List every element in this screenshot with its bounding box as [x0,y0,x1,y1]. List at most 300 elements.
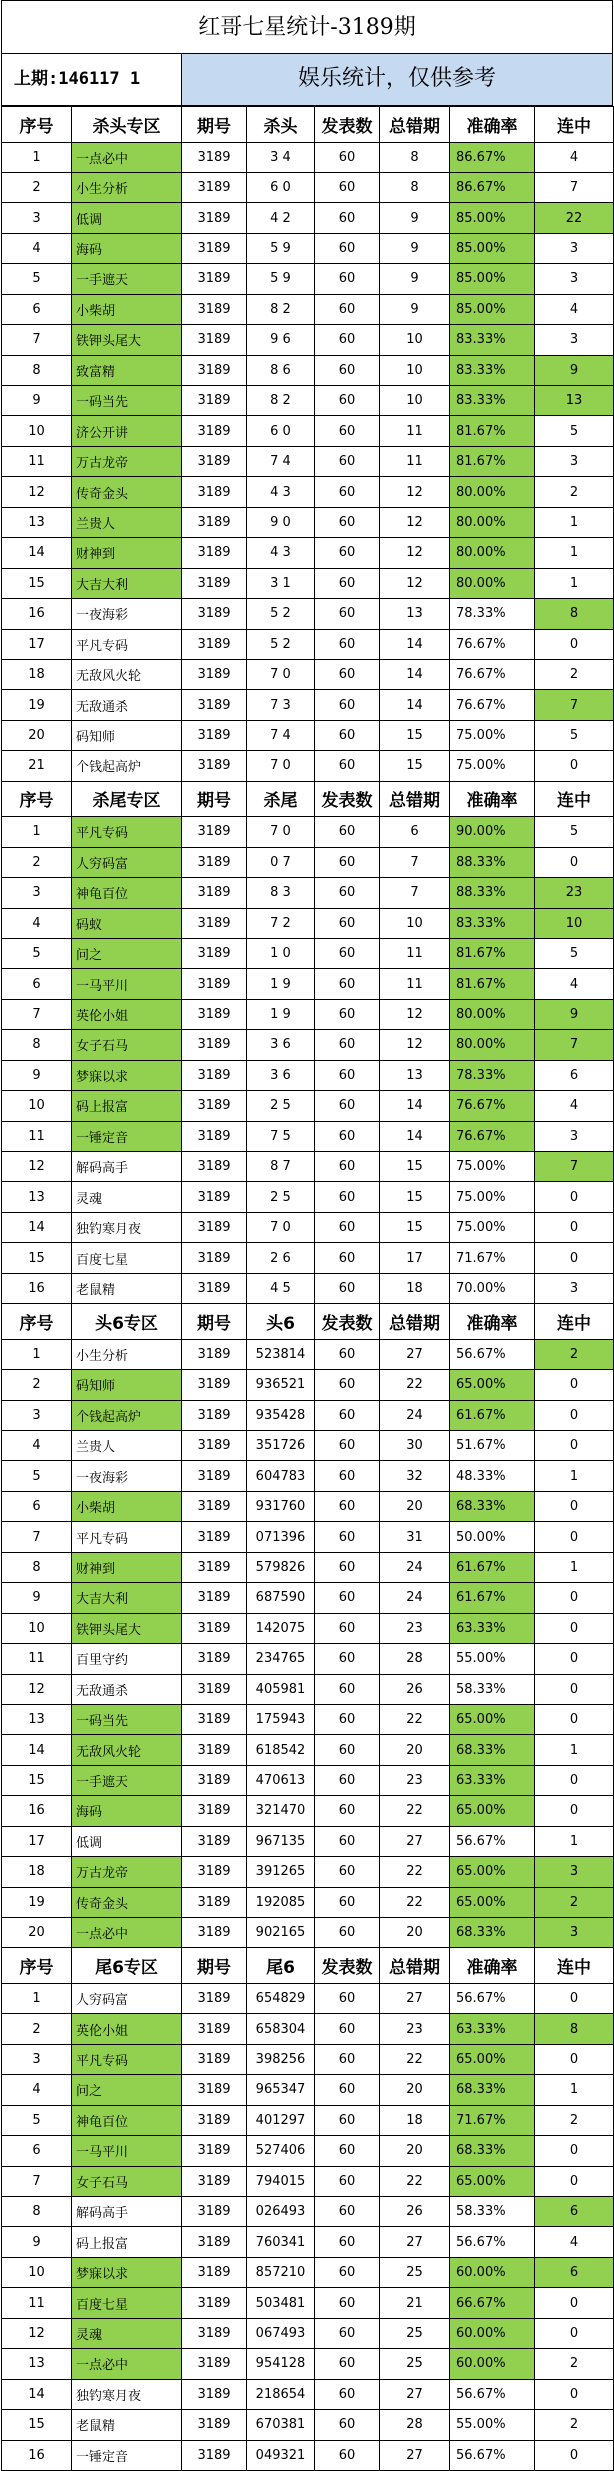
col-header-streak: 连中 [535,781,614,817]
table-row [2,999,614,1029]
error-count: 14 [380,1091,450,1121]
issue-number: 3189 [182,599,247,629]
win-streak: 2 [535,659,614,689]
win-streak: 0 [535,1212,614,1242]
error-count: 28 [380,2410,450,2440]
row-index: 14 [2,538,72,568]
predictor-name: 一点必中 [72,142,182,172]
issue-number: 3189 [182,1826,247,1856]
table-row [2,1182,614,1212]
error-count: 25 [380,2318,450,2348]
accuracy-rate: 76.67% [450,1091,535,1121]
published-count: 60 [315,1212,380,1242]
predicted-value: 7 3 [247,690,315,720]
error-count: 26 [380,2197,450,2227]
issue-number: 3189 [182,2257,247,2287]
issue-number: 3189 [182,1765,247,1795]
published-count: 60 [315,233,380,263]
error-count: 11 [380,416,450,446]
accuracy-rate: 81.67% [450,446,535,476]
published-count: 60 [315,1918,380,1948]
predictor-name: 一夜海彩 [72,1461,182,1491]
row-index: 15 [2,2410,72,2440]
published-count: 60 [315,1765,380,1795]
row-index: 15 [2,1765,72,1795]
page-title: 红哥七星统计-3189期 [1,0,613,54]
win-streak: 3 [535,1857,614,1887]
issue-number: 3189 [182,817,247,847]
predictor-name: 解码高手 [72,2197,182,2227]
published-count: 60 [315,2379,380,2409]
table-row [2,233,614,263]
predictor-name: 灵魂 [72,2318,182,2348]
issue-number: 3189 [182,1370,247,1400]
table-row [2,629,614,659]
issue-number: 3189 [182,2440,247,2470]
issue-number: 3189 [182,416,247,446]
predicted-value: 5 2 [247,629,315,659]
predictor-name: 一夜海彩 [72,599,182,629]
published-count: 60 [315,1273,380,1303]
table-row [2,659,614,689]
published-count: 60 [315,1613,380,1643]
predictor-name: 无敌通杀 [72,1674,182,1704]
predictor-name: 万古龙帝 [72,446,182,476]
predicted-value: 7 0 [247,817,315,847]
predicted-value: 670381 [247,2410,315,2440]
table-row [2,1461,614,1491]
error-count: 25 [380,2349,450,2379]
col-header-accuracy: 准确率 [450,1948,535,1984]
row-index: 14 [2,1735,72,1765]
error-count: 13 [380,599,450,629]
predicted-value: 4 3 [247,477,315,507]
published-count: 60 [315,1522,380,1552]
predictor-name: 海码 [72,1796,182,1826]
row-index: 10 [2,1091,72,1121]
win-streak: 0 [535,629,614,659]
published-count: 60 [315,446,380,476]
accuracy-rate: 48.33% [450,1461,535,1491]
predicted-value: 6 0 [247,172,315,202]
predictor-name: 无敌风火轮 [72,659,182,689]
predicted-value: 067493 [247,2318,315,2348]
row-index: 12 [2,2318,72,2348]
row-index: 7 [2,999,72,1029]
published-count: 60 [315,1121,380,1151]
win-streak: 22 [535,203,614,233]
issue-number: 3189 [182,1121,247,1151]
issue-number: 3189 [182,938,247,968]
error-count: 22 [380,1370,450,1400]
accuracy-rate: 80.00% [450,507,535,537]
subheader [1,54,613,106]
error-count: 15 [380,751,450,781]
issue-number: 3189 [182,1431,247,1461]
predicted-value: 902165 [247,1918,315,1948]
win-streak: 0 [535,1765,614,1795]
predictor-name: 一锤定音 [72,1121,182,1151]
accuracy-rate: 56.67% [450,2440,535,2470]
predicted-value: 8 6 [247,355,315,385]
predictor-name: 铁钾头尾大 [72,325,182,355]
predictor-name: 神龟百位 [72,878,182,908]
table-row [2,878,614,908]
table-row [2,969,614,999]
error-count: 20 [380,2136,450,2166]
win-streak: 0 [535,2166,614,2196]
table-row [2,2349,614,2379]
row-index: 10 [2,2257,72,2287]
row-index: 1 [2,1339,72,1369]
issue-number: 3189 [182,1552,247,1582]
predictor-name: 财神到 [72,1552,182,1582]
accuracy-rate: 60.00% [450,2318,535,2348]
issue-number: 3189 [182,1182,247,1212]
published-count: 60 [315,264,380,294]
error-count: 18 [380,2105,450,2135]
predicted-value: 234765 [247,1644,315,1674]
win-streak: 0 [535,1983,614,2013]
published-count: 60 [315,1583,380,1613]
win-streak: 3 [535,1121,614,1151]
published-count: 60 [315,817,380,847]
col-header-published: 发表数 [315,1948,380,1984]
predictor-name: 解码高手 [72,1152,182,1182]
row-index: 21 [2,751,72,781]
error-count: 7 [380,878,450,908]
accuracy-rate: 65.00% [450,1796,535,1826]
predictor-name: 女子石马 [72,1030,182,1060]
col-header-issue: 期号 [182,781,247,817]
issue-number: 3189 [182,1918,247,1948]
row-index: 14 [2,1212,72,1242]
predictor-name: 万古龙帝 [72,1857,182,1887]
error-count: 9 [380,294,450,324]
published-count: 60 [315,2197,380,2227]
issue-number: 3189 [182,1796,247,1826]
error-count: 25 [380,2257,450,2287]
issue-number: 3189 [182,1983,247,2013]
col-header-errors: 总错期 [380,1304,450,1340]
table-row [2,2197,614,2227]
published-count: 60 [315,878,380,908]
issue-number: 3189 [182,2105,247,2135]
published-count: 60 [315,1887,380,1917]
col-header-value: 头6 [247,1304,315,1340]
row-index: 18 [2,1857,72,1887]
error-count: 23 [380,2014,450,2044]
published-count: 60 [315,1060,380,1090]
win-streak: 0 [535,1674,614,1704]
col-header-errors: 总错期 [380,107,450,143]
section-header-row [2,1304,614,1340]
win-streak: 3 [535,1273,614,1303]
error-count: 8 [380,172,450,202]
accuracy-rate: 86.67% [450,142,535,172]
win-streak: 1 [535,2075,614,2105]
accuracy-rate: 76.67% [450,629,535,659]
issue-number: 3189 [182,720,247,750]
table-row [2,1491,614,1521]
row-index: 6 [2,1491,72,1521]
published-count: 60 [315,1644,380,1674]
table-row [2,2318,614,2348]
row-index: 11 [2,446,72,476]
table-row [2,1613,614,1643]
predicted-value: 049321 [247,2440,315,2470]
col-header-value: 杀头 [247,107,315,143]
predicted-value: 1 9 [247,999,315,1029]
table-row [2,2257,614,2287]
issue-number: 3189 [182,203,247,233]
win-streak: 0 [535,847,614,877]
win-streak: 0 [535,751,614,781]
error-count: 27 [380,2379,450,2409]
table-row [2,477,614,507]
predictor-name: 个钱起高炉 [72,751,182,781]
predictor-name: 低调 [72,203,182,233]
error-count: 12 [380,507,450,537]
table-row [2,446,614,476]
published-count: 60 [315,477,380,507]
predicted-value: 5 9 [247,264,315,294]
row-index: 11 [2,2288,72,2318]
accuracy-rate: 75.00% [450,1212,535,1242]
accuracy-rate: 65.00% [450,1370,535,1400]
win-streak: 1 [535,538,614,568]
predicted-value: 857210 [247,2257,315,2287]
accuracy-rate: 50.00% [450,1522,535,1552]
predicted-value: 7 4 [247,720,315,750]
table-row [2,1704,614,1734]
row-index: 7 [2,325,72,355]
row-index: 8 [2,1552,72,1582]
accuracy-rate: 56.67% [450,2379,535,2409]
published-count: 60 [315,325,380,355]
error-count: 20 [380,1918,450,1948]
predicted-value: 654829 [247,1983,315,2013]
win-streak: 4 [535,1091,614,1121]
accuracy-rate: 63.33% [450,1765,535,1795]
predictor-name: 济公开讲 [72,416,182,446]
row-index: 4 [2,1431,72,1461]
row-index: 20 [2,1918,72,1948]
published-count: 60 [315,2227,380,2257]
table-row [2,1431,614,1461]
predictor-name: 英伦小姐 [72,999,182,1029]
issue-number: 3189 [182,507,247,537]
published-count: 60 [315,599,380,629]
published-count: 60 [315,1030,380,1060]
table-row [2,751,614,781]
predictor-name: 人穷码富 [72,847,182,877]
predictor-name: 财神到 [72,538,182,568]
win-streak: 0 [535,1431,614,1461]
error-count: 13 [380,1060,450,1090]
predicted-value: 7 0 [247,1212,315,1242]
published-count: 60 [315,2349,380,2379]
row-index: 12 [2,1152,72,1182]
error-count: 24 [380,1552,450,1582]
table-row [2,355,614,385]
published-count: 60 [315,1674,380,1704]
table-row [2,264,614,294]
error-count: 22 [380,1704,450,1734]
row-index: 8 [2,2197,72,2227]
predicted-value: 470613 [247,1765,315,1795]
error-count: 23 [380,1765,450,1795]
predicted-value: 967135 [247,1826,315,1856]
win-streak: 13 [535,386,614,416]
issue-number: 3189 [182,355,247,385]
predicted-value: 1 9 [247,969,315,999]
accuracy-rate: 66.67% [450,2288,535,2318]
accuracy-rate: 56.67% [450,1826,535,1856]
issue-number: 3189 [182,999,247,1029]
published-count: 60 [315,1796,380,1826]
issue-number: 3189 [182,1644,247,1674]
win-streak: 4 [535,294,614,324]
row-index: 20 [2,720,72,750]
issue-number: 3189 [182,1243,247,1273]
row-index: 2 [2,2014,72,2044]
accuracy-rate: 78.33% [450,599,535,629]
predictor-name: 平凡专码 [72,1522,182,1552]
published-count: 60 [315,2257,380,2287]
error-count: 10 [380,386,450,416]
row-index: 19 [2,690,72,720]
row-index: 9 [2,386,72,416]
accuracy-rate: 51.67% [450,1431,535,1461]
accuracy-rate: 65.00% [450,1857,535,1887]
accuracy-rate: 90.00% [450,817,535,847]
row-index: 2 [2,847,72,877]
table-row [2,1091,614,1121]
accuracy-rate: 68.33% [450,1491,535,1521]
col-header-zone: 头6专区 [72,1304,182,1340]
published-count: 60 [315,294,380,324]
table-row [2,1522,614,1552]
accuracy-rate: 61.67% [450,1400,535,1430]
issue-number: 3189 [182,1212,247,1242]
accuracy-rate: 80.00% [450,1030,535,1060]
row-index: 18 [2,659,72,689]
issue-number: 3189 [182,142,247,172]
accuracy-rate: 88.33% [450,878,535,908]
col-header-index: 序号 [2,1304,72,1340]
accuracy-rate: 55.00% [450,2410,535,2440]
row-index: 2 [2,1370,72,1400]
error-count: 15 [380,1182,450,1212]
stats-table-body [2,107,614,2471]
row-index: 4 [2,2075,72,2105]
published-count: 60 [315,2288,380,2318]
table-row [2,325,614,355]
row-index: 5 [2,2105,72,2135]
row-index: 10 [2,416,72,446]
table-row [2,172,614,202]
row-index: 16 [2,1796,72,1826]
col-header-index: 序号 [2,107,72,143]
table-row [2,203,614,233]
published-count: 60 [315,355,380,385]
predictor-name: 一马平川 [72,969,182,999]
win-streak: 0 [535,1644,614,1674]
predictor-name: 传奇金头 [72,477,182,507]
accuracy-rate: 83.33% [450,386,535,416]
accuracy-rate: 85.00% [450,233,535,263]
row-index: 16 [2,599,72,629]
accuracy-rate: 71.67% [450,1243,535,1273]
predictor-name: 兰贵人 [72,507,182,537]
predicted-value: 391265 [247,1857,315,1887]
published-count: 60 [315,2044,380,2074]
predictor-name: 海码 [72,233,182,263]
error-count: 30 [380,1431,450,1461]
issue-number: 3189 [182,294,247,324]
issue-number: 3189 [182,1613,247,1643]
win-streak: 0 [535,2044,614,2074]
col-header-zone: 杀头专区 [72,107,182,143]
predictor-name: 小柴胡 [72,294,182,324]
published-count: 60 [315,847,380,877]
row-index: 3 [2,203,72,233]
win-streak: 2 [535,1339,614,1369]
win-streak: 0 [535,2440,614,2470]
predictor-name: 致富精 [72,355,182,385]
table-row [2,1273,614,1303]
win-streak: 0 [535,2318,614,2348]
predictor-name: 英伦小姐 [72,2014,182,2044]
predictor-name: 神龟百位 [72,2105,182,2135]
predictor-name: 无敌风火轮 [72,1735,182,1765]
published-count: 60 [315,1182,380,1212]
win-streak: 5 [535,416,614,446]
table-row [2,1983,614,2013]
col-header-zone: 尾6专区 [72,1948,182,1984]
issue-number: 3189 [182,690,247,720]
error-count: 28 [380,1644,450,1674]
disclaimer-banner: 娱乐统计，仅供参考 [182,54,612,105]
table-row [2,2440,614,2470]
accuracy-rate: 76.67% [450,659,535,689]
predictor-name: 兰贵人 [72,1431,182,1461]
predictor-name: 低调 [72,1826,182,1856]
error-count: 7 [380,847,450,877]
accuracy-rate: 75.00% [450,751,535,781]
accuracy-rate: 65.00% [450,2044,535,2074]
error-count: 10 [380,325,450,355]
table-row [2,2014,614,2044]
issue-number: 3189 [182,1060,247,1090]
predictor-name: 小柴胡 [72,1491,182,1521]
table-row [2,2410,614,2440]
accuracy-rate: 60.00% [450,2349,535,2379]
issue-number: 3189 [182,2075,247,2105]
accuracy-rate: 80.00% [450,568,535,598]
accuracy-rate: 80.00% [450,477,535,507]
table-row [2,1674,614,1704]
row-index: 6 [2,294,72,324]
predictor-name: 梦寐以求 [72,2257,182,2287]
row-index: 5 [2,938,72,968]
row-index: 11 [2,1121,72,1151]
win-streak: 8 [535,2014,614,2044]
col-header-zone: 杀尾专区 [72,781,182,817]
table-row [2,1552,614,1582]
predicted-value: 503481 [247,2288,315,2318]
